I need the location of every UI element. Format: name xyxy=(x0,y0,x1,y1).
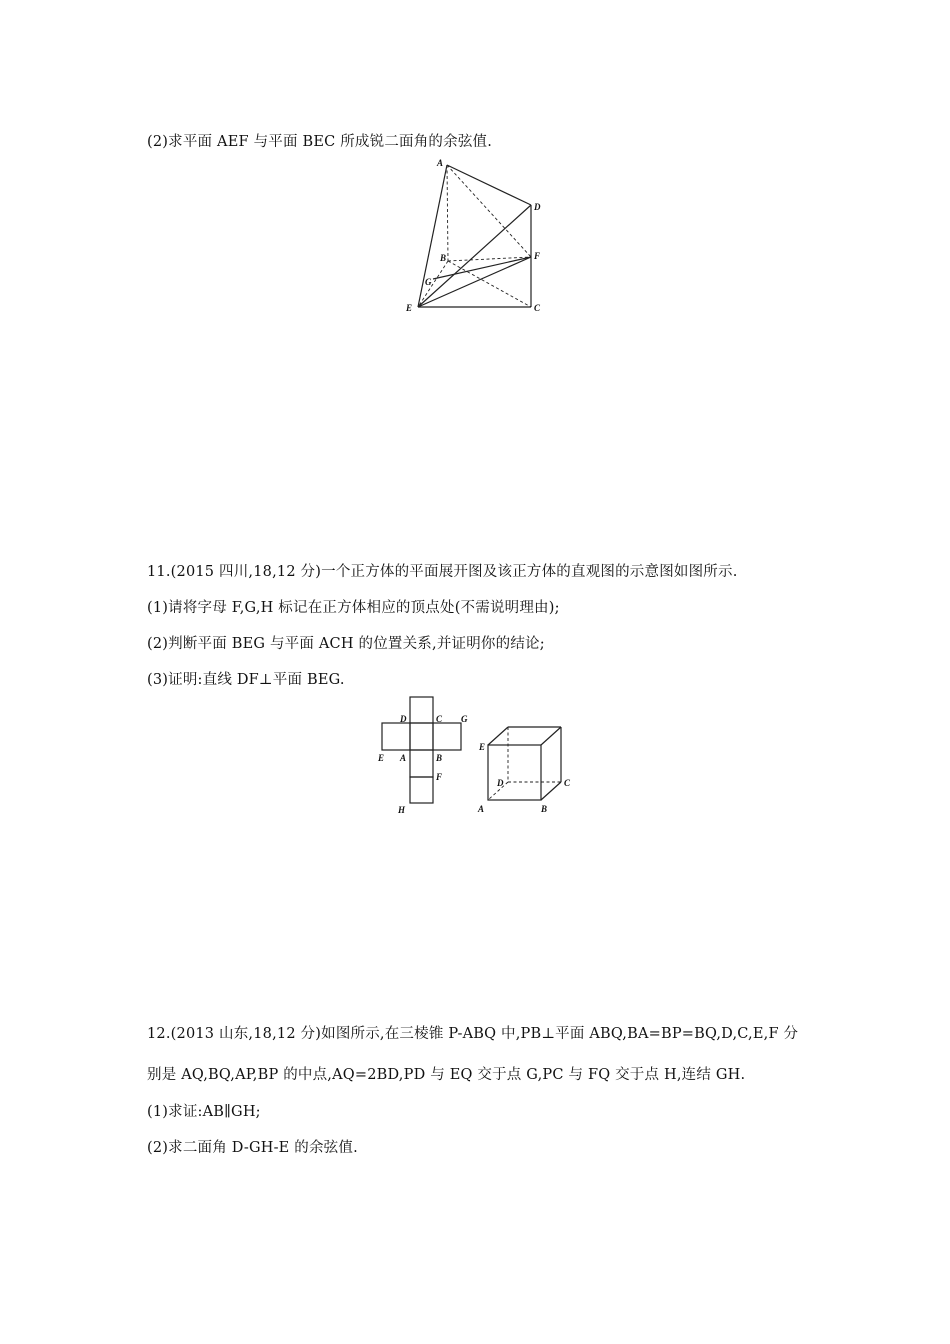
net-face-bottom xyxy=(410,777,433,803)
question-12-part-2: (2)求二面角 D-GH-E 的余弦值. xyxy=(147,1140,358,1156)
net-face-lower xyxy=(410,750,433,777)
edge-ad xyxy=(447,165,531,205)
cube-label-b: B xyxy=(541,804,548,814)
cube-front-face xyxy=(488,745,541,800)
figure-cube xyxy=(475,718,585,818)
cube-edge-bottom-right xyxy=(541,782,561,800)
net-label-f: F xyxy=(436,772,443,782)
question-11-part-3: (3)证明:直线 DF⊥平面 BEG. xyxy=(147,672,345,688)
net-face-center xyxy=(410,723,433,750)
question-12-part-1: (1)求证:AB∥GH; xyxy=(147,1104,261,1120)
edge-de xyxy=(418,205,531,307)
cube-label-e: E xyxy=(479,742,486,752)
label-e: E xyxy=(406,303,413,313)
net-face-left xyxy=(382,723,410,750)
net-label-a: A xyxy=(400,753,407,763)
net-face-top xyxy=(410,697,433,723)
question-12-stem-line-1: 12.(2013 山东,18,12 分)如图所示,在三棱锥 P-ABQ 中,PB⊥平面 ABQ,BA=BP=BQ,D,C,E,F 分 xyxy=(147,1026,799,1042)
figure-solid-aefbec xyxy=(400,155,560,320)
question-10-part-2: (2)求平面 AEF 与平面 BEC 所成锐二面角的余弦值. xyxy=(147,134,493,150)
edge-ef xyxy=(418,257,531,307)
edge-ae xyxy=(418,165,447,307)
label-d: D xyxy=(534,202,541,212)
net-face-right xyxy=(433,723,461,750)
cube-edge-top-right xyxy=(541,727,561,745)
question-11-part-2: (2)判断平面 BEG 与平面 ACH 的位置关系,并证明你的结论; xyxy=(147,636,545,652)
label-g: G xyxy=(425,277,432,287)
label-f: F xyxy=(534,251,541,261)
label-c: C xyxy=(534,303,541,313)
net-label-d: D xyxy=(400,714,407,724)
cube-label-c: C xyxy=(564,778,571,788)
question-11-part-1: (1)请将字母 F,G,H 标记在正方体相应的顶点处(不需说明理由); xyxy=(147,600,560,616)
label-b: B xyxy=(440,253,447,263)
net-label-b: B xyxy=(436,753,443,763)
cube-label-d: D xyxy=(497,778,504,788)
net-label-c: C xyxy=(436,714,443,724)
cube-edge-top-left xyxy=(488,727,508,745)
question-12-stem-line-2: 别是 AQ,BQ,AP,BP 的中点,AQ=2BD,PD 与 EQ 交于点 G,PC 与 FQ 交于点 H,连结 GH. xyxy=(147,1067,746,1083)
net-label-g: G xyxy=(461,714,468,724)
label-a: A xyxy=(437,158,444,168)
question-11-stem: 11.(2015 四川,18,12 分)一个正方体的平面展开图及该正方体的直观图的示意图如图所示. xyxy=(147,564,738,580)
cube-label-a: A xyxy=(478,804,485,814)
figure-cube-net xyxy=(370,695,480,820)
net-label-h: H xyxy=(398,805,406,815)
net-label-e: E xyxy=(378,753,385,763)
edge-ab-hidden xyxy=(447,165,448,261)
